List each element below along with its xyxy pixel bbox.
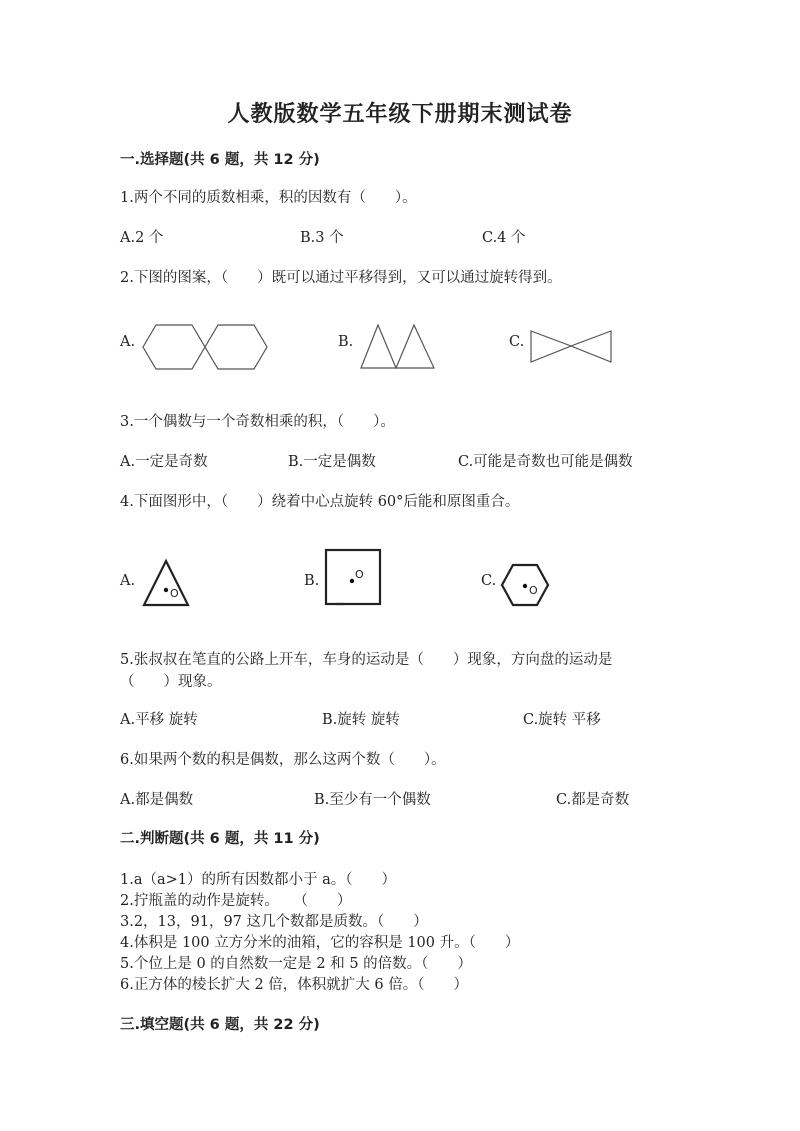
question-2-option-a[interactable]: A. — [120, 334, 136, 350]
question-3-option-b[interactable]: B.一定是偶数 — [288, 454, 376, 470]
two-hexagons-figure — [140, 322, 270, 374]
judgement-item[interactable]: 3.2，13，91，97 这几个数都是质数。（ ） — [120, 914, 428, 930]
question-5-option-a[interactable]: A.平移 旋转 — [120, 712, 198, 728]
hexagon-rotation-figure — [500, 563, 552, 607]
question-3-option-a[interactable]: A.一定是奇数 — [120, 454, 208, 470]
page-title: 人教版数学五年级下册期末测试卷 — [227, 102, 573, 127]
question-4-stem: 4.下面图形中，（ ）绕着中心点旋转 60°后能和原图重合。 — [120, 494, 520, 510]
question-3-option-c[interactable]: C.可能是奇数也可能是偶数 — [458, 454, 633, 470]
section-heading-true-false: 二.判断题(共 6 题，共 11 分) — [120, 831, 320, 847]
question-5-stem-line-2: （ ）现象。 — [120, 674, 222, 690]
section-heading-fill-blank: 三.填空题(共 6 题，共 22 分) — [120, 1017, 320, 1033]
question-6-option-b[interactable]: B.至少有一个偶数 — [314, 792, 431, 808]
two-triangles-figure — [358, 322, 438, 370]
section-heading-choice: 一.选择题(共 6 题，共 12 分) — [120, 152, 320, 168]
center-point-label: O — [529, 584, 538, 597]
question-5-option-b[interactable]: B.旋转 旋转 — [322, 712, 400, 728]
question-5-option-c[interactable]: C.旋转 平移 — [523, 712, 601, 728]
question-6-stem: 6.如果两个数的积是偶数，那么这两个数（ ）。 — [120, 752, 446, 768]
question-1-stem: 1.两个不同的质数相乘，积的因数有（ ）。 — [120, 190, 417, 206]
center-point-label: O — [170, 587, 179, 600]
question-2-stem: 2.下图的图案，（ ）既可以通过平移得到，又可以通过旋转得到。 — [120, 270, 562, 286]
judgement-item[interactable]: 4.体积是 100 立方分米的油箱，它的容积是 100 升。（ ） — [120, 935, 520, 951]
question-4-option-a[interactable]: A. — [120, 573, 136, 589]
judgement-item[interactable]: 1.a（a>1）的所有因数都小于 a。（ ） — [120, 872, 397, 888]
question-5-stem-line-1: 5.张叔叔在笔直的公路上开车，车身的运动是（ ）现象，方向盘的运动是 — [120, 652, 613, 668]
question-2-option-b[interactable]: B. — [338, 334, 354, 350]
judgement-item[interactable]: 2.拧瓶盖的动作是旋转。 （ ） — [120, 893, 352, 909]
judgement-item[interactable]: 6.正方体的棱长扩大 2 倍，体积就扩大 6 倍。（ ） — [120, 977, 468, 993]
question-3-stem: 3.一个偶数与一个奇数相乘的积，（ ）。 — [120, 414, 395, 430]
question-1-option-b[interactable]: B.3 个 — [300, 230, 344, 246]
question-6-option-c[interactable]: C.都是奇数 — [556, 792, 630, 808]
question-4-option-b[interactable]: B. — [304, 573, 320, 589]
question-1-option-a[interactable]: A.2 个 — [120, 230, 164, 246]
bowtie-figure — [528, 328, 614, 364]
judgement-item[interactable]: 5.个位上是 0 的自然数一定是 2 和 5 的倍数。（ ） — [120, 956, 472, 972]
question-6-option-a[interactable]: A.都是偶数 — [120, 792, 194, 808]
question-2-option-c[interactable]: C. — [509, 334, 525, 350]
question-4-option-c[interactable]: C. — [481, 573, 497, 589]
center-point-label: O — [355, 568, 364, 581]
question-1-option-c[interactable]: C.4 个 — [482, 230, 526, 246]
triangle-rotation-figure — [140, 556, 192, 608]
square-rotation-figure — [324, 548, 384, 608]
